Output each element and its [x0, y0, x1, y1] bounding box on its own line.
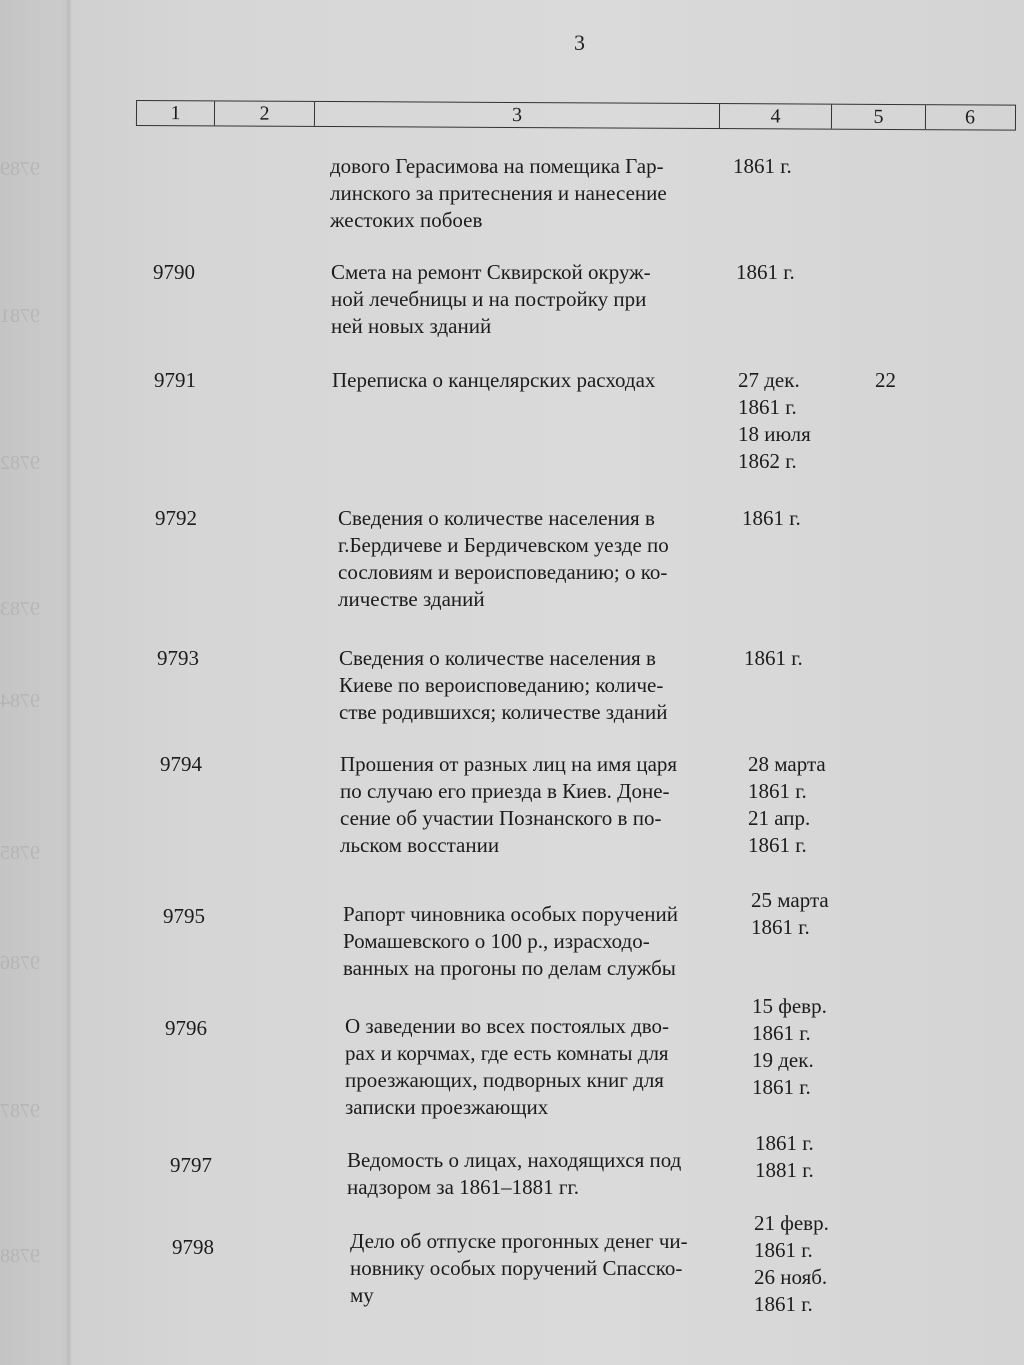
entry-number: 9796	[165, 1016, 207, 1040]
entry-number: 9793	[157, 646, 199, 670]
column-header-2: 2	[215, 101, 315, 126]
column-header-4: 4	[720, 104, 832, 129]
column-header-row	[136, 100, 1016, 131]
bleed-through-text: 9786	[0, 952, 40, 974]
bleed-through-text: 9781	[0, 305, 40, 327]
entry-title: Дело об отпуске прогонных денег чи- новнику особых поручений Спасско- му	[350, 1229, 688, 1307]
entry-number: 9792	[155, 506, 197, 530]
column-header-1: 1	[137, 101, 215, 125]
entry-number: 9798	[172, 1235, 214, 1259]
entry-dates: 15 февр. 1861 г. 19 дек. 1861 г.	[752, 994, 827, 1099]
entry-dates: 28 марта 1861 г. 21 апр. 1861 г.	[748, 752, 826, 857]
bleed-through-text: 9788	[0, 1245, 40, 1267]
entry-number: 9795	[163, 904, 205, 928]
bleed-through-text: 9782	[0, 452, 40, 474]
column-header-3: 3	[315, 102, 720, 128]
entry-dates: 1861 г.	[744, 646, 803, 670]
entry-dates: 1861 г.	[736, 260, 795, 284]
column-header-6: 6	[964, 105, 976, 128]
entry-title: Сведения о количестве населения в г.Бердичеве и Бердичевском уезде по сословиям и вероисповеданию; о ко- личестве зданий	[338, 506, 669, 611]
bleed-through-text: 9784	[0, 690, 40, 712]
entry-dates: 1861 г.	[733, 154, 792, 178]
entry-title: Сведения о количестве населения в Киеве по вероисповеданию; количе- стве родившихся; количестве зданий	[339, 646, 668, 724]
entry-number: 9790	[153, 260, 195, 284]
entry-title: Рапорт чиновника особых поручений Ромашевского о 100 р., израсходо- ванных на прогоны по делам службы	[343, 902, 678, 980]
page-fold-shadow	[66, 0, 72, 1365]
bleed-through-text: 9785	[0, 842, 40, 864]
entry-dates: 21 февр. 1861 г. 26 нояб. 1861 г.	[754, 1211, 829, 1316]
entry-title: Переписка о канцелярских расходах	[332, 368, 656, 392]
entry-title: дового Герасимова на помещика Гар- линского за притеснения и нанесение жестоких побоев	[330, 154, 667, 232]
entry-sheet-count: 22	[875, 368, 896, 392]
entry-title: О заведении во всех постоялых дво- рах и корчмах, где есть комнаты для проезжающих, подворных книг для записки проезжающих	[345, 1014, 670, 1119]
entry-dates: 27 дек. 1861 г. 18 июля 1862 г.	[738, 368, 811, 473]
entry-dates: 25 марта 1861 г.	[751, 888, 829, 939]
bleed-through-text: 9789	[0, 158, 40, 180]
entry-dates: 1861 г. 1881 г.	[755, 1131, 814, 1182]
column-header-5: 5	[832, 105, 926, 129]
entry-number: 9794	[160, 752, 202, 776]
entry-dates: 1861 г.	[742, 506, 801, 530]
entry-number: 9797	[170, 1153, 212, 1177]
page-number: 3	[574, 30, 585, 55]
entry-title: Прошения от разных лиц на имя царя по случаю его приезда в Киев. Доне- сение об участии Познанского в по- льском восстании	[340, 752, 678, 857]
bleed-through-text: 9787	[0, 1100, 40, 1122]
entry-title: Ведомость о лицах, находящихся под надзором за 1861–1881 гг.	[347, 1148, 682, 1199]
entry-title: Смета на ремонт Сквирской окруж- ной лечебницы и на постройку при ней новых зданий	[331, 260, 651, 338]
bleed-through-text: 9783	[0, 598, 40, 620]
entry-number: 9791	[154, 368, 196, 392]
